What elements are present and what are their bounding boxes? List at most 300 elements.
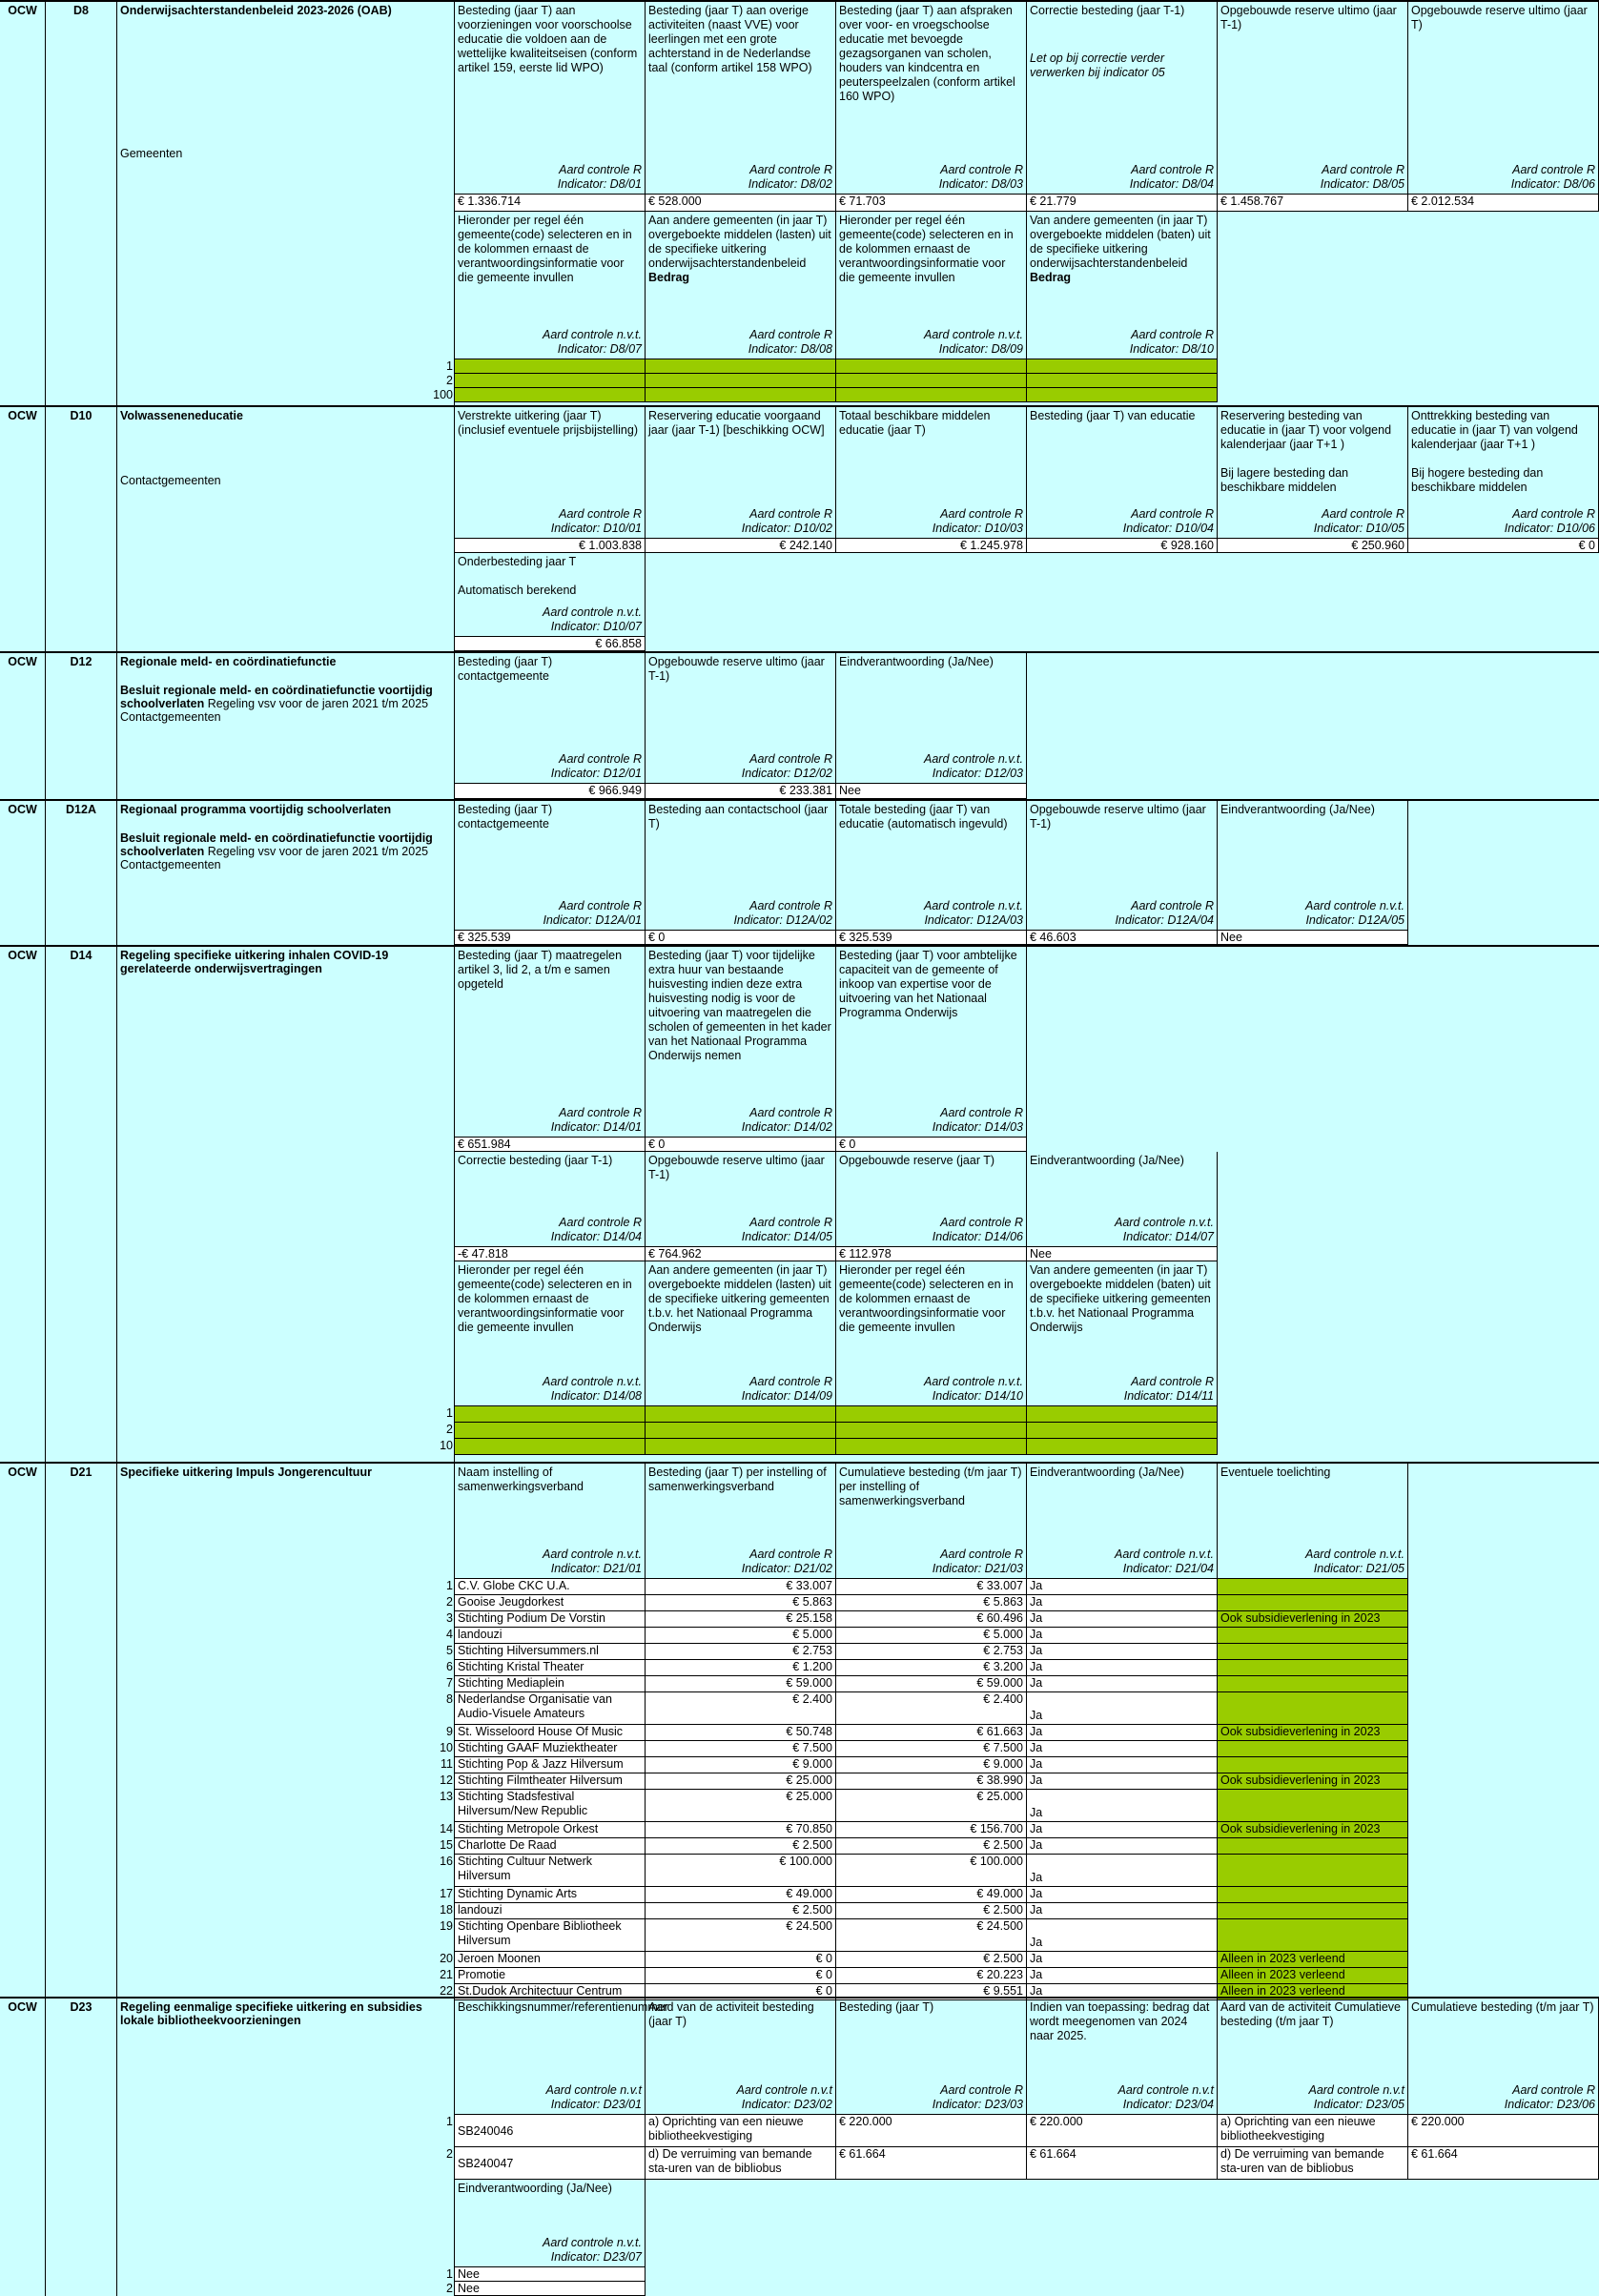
question-text: Aard van de activiteit besteding (jaar T): [648, 2000, 814, 2028]
input-cell-green[interactable]: [646, 359, 836, 374]
input-cell-green[interactable]: [646, 1423, 836, 1439]
final-accountability[interactable]: Ja: [1027, 1644, 1218, 1660]
row-number: 20: [440, 1952, 453, 1965]
question-cell-d12a-4: [1027, 801, 1218, 931]
final-accountability[interactable]: Nee: [455, 2282, 646, 2296]
control-type: Aard controle R: [749, 1106, 832, 1119]
explanation-cell[interactable]: [1218, 1757, 1408, 1773]
spending-cumulative[interactable]: € 60.496: [836, 1611, 1027, 1628]
question-spacer: [1220, 452, 1404, 466]
institution-name[interactable]: Stichting Kristal Theater: [455, 1660, 646, 1676]
control-type: Aard controle n.v.t.: [543, 1548, 642, 1561]
institution-name[interactable]: C.V. Globe CKC U.A.: [455, 1579, 646, 1595]
indicator-code: Indicator: D23/06: [1504, 2098, 1595, 2111]
institution-name[interactable]: Stichting Metropole Orkest: [455, 1822, 646, 1838]
carry-over-amount[interactable]: € 61.664: [1027, 2147, 1218, 2180]
final-accountability[interactable]: Ja: [1027, 1773, 1218, 1790]
indicator-code: Indicator: D14/03: [932, 1120, 1023, 1134]
spending-cumulative[interactable]: € 61.663: [836, 1725, 1027, 1741]
final-accountability[interactable]: Ja: [1027, 1952, 1218, 1968]
input-cell-green[interactable]: [455, 374, 646, 388]
input-cell-green[interactable]: [836, 374, 1027, 388]
row-number: 2: [446, 2147, 453, 2161]
question-text: Hieronder per regel één gemeente(code) selecteren en in de kolommen ernaast de verantwoordingsinformatie voor die gemeente invullen: [839, 1263, 1014, 1334]
carry-over-amount[interactable]: € 220.000: [1027, 2115, 1218, 2147]
question-cell-d14-8: [455, 1261, 646, 1406]
final-accountability[interactable]: Ja: [1027, 1855, 1218, 1887]
spending-cumulative[interactable]: € 38.990: [836, 1773, 1027, 1790]
control-footer: [545, 2083, 642, 2112]
spending-cumulative[interactable]: € 7.500: [836, 1741, 1027, 1757]
institution-name[interactable]: Stichting Mediaplein: [455, 1676, 646, 1692]
value-d14-4[interactable]: -€ 47.818: [455, 1247, 646, 1261]
spending-year[interactable]: € 24.500: [646, 1919, 836, 1952]
row-number: 9: [446, 1725, 453, 1738]
control-type: Aard controle R: [1131, 899, 1214, 912]
question-cell-d8-4: [1027, 2, 1218, 195]
section-d12a: [0, 799, 1599, 945]
explanation-cell[interactable]: Ook subsidieverlening in 2023: [1218, 1773, 1408, 1790]
control-type: Aard controle R: [1131, 1375, 1214, 1388]
input-cell-green[interactable]: [836, 1406, 1027, 1423]
control-type: Aard controle n.v.t.: [543, 328, 642, 341]
regulation-code: D8: [46, 2, 117, 405]
control-footer: [1117, 2083, 1214, 2112]
spending-year[interactable]: € 25.158: [646, 1611, 836, 1628]
question-cell-d14-10: [836, 1261, 1027, 1406]
row-number: 1: [446, 359, 453, 373]
final-accountability[interactable]: Ja: [1027, 1822, 1218, 1838]
regulation-audience: Contactgemeenten: [120, 710, 221, 724]
activity-type-cumulative[interactable]: a) Oprichting van een nieuwe bibliotheekvestiging: [1218, 2115, 1408, 2147]
control-footer: [1505, 2083, 1595, 2112]
input-cell-green[interactable]: [1027, 388, 1218, 402]
explanation-cell[interactable]: [1218, 1919, 1408, 1952]
question-cell-d12-1: [455, 653, 646, 784]
indicator-code: Indicator: D14/07: [1122, 1230, 1214, 1243]
input-cell-green[interactable]: [836, 359, 1027, 374]
question-text: Besteding aan contactschool (jaar T): [648, 803, 829, 830]
spending-year[interactable]: € 2.500: [646, 1903, 836, 1919]
control-type: Aard controle n.v.t.: [543, 605, 642, 619]
input-cell-green[interactable]: [836, 1439, 1027, 1455]
value-d8-1[interactable]: € 1.336.714: [455, 195, 646, 212]
question-subtext: Automatisch berekend: [458, 584, 577, 597]
final-accountability[interactable]: Ja: [1027, 1628, 1218, 1644]
control-footer: [924, 899, 1023, 928]
explanation-cell[interactable]: Alleen in 2023 verleend: [1218, 1968, 1408, 1984]
regulation-code: D12: [46, 653, 117, 799]
control-footer: [1305, 1548, 1404, 1576]
value-d10-4[interactable]: € 928.160: [1027, 539, 1218, 553]
control-footer: [1115, 1216, 1214, 1244]
final-accountability[interactable]: Ja: [1027, 1725, 1218, 1741]
question-cell-d23-2: [646, 1999, 836, 2115]
value-d14-2[interactable]: € 0: [646, 1138, 836, 1152]
regulation-audience: Contactgemeenten: [120, 858, 221, 871]
explanation-cell[interactable]: [1218, 1790, 1408, 1822]
input-cell-green[interactable]: [646, 1406, 836, 1423]
institution-name[interactable]: landouzi: [455, 1628, 646, 1644]
question-cell-d12a-3: [836, 801, 1027, 931]
question-text: Opgebouwde reserve ultimo (jaar T-1): [648, 655, 825, 683]
institution-name[interactable]: Gooise Jeugdorkest: [455, 1595, 646, 1611]
ministry-cell: OCW: [0, 1999, 46, 2296]
value-d10-5[interactable]: € 250.960: [1218, 539, 1408, 553]
spending-cumulative[interactable]: € 100.000: [836, 1855, 1027, 1887]
regulation-title-cell: [117, 947, 455, 1462]
spending-cumulative[interactable]: € 20.223: [836, 1968, 1027, 1984]
spending-year[interactable]: € 70.850: [646, 1822, 836, 1838]
explanation-cell[interactable]: [1218, 1855, 1408, 1887]
question-text: Besteding (jaar T) van educatie: [1030, 409, 1196, 422]
control-footer: [1130, 328, 1214, 357]
control-footer: [742, 1548, 832, 1576]
reference-number[interactable]: SB240047: [455, 2147, 646, 2180]
institution-name[interactable]: landouzi: [455, 1903, 646, 1919]
institution-name[interactable]: Stichting GAAF Muziektheater: [455, 1741, 646, 1757]
regulation-code: D21: [46, 1464, 117, 1997]
value-d14-3[interactable]: € 0: [836, 1138, 1027, 1152]
section-d14: [0, 945, 1599, 1462]
indicator-code: Indicator: D14/10: [932, 1389, 1023, 1403]
spending-cumulative[interactable]: € 3.200: [836, 1660, 1027, 1676]
explanation-cell[interactable]: [1218, 1741, 1408, 1757]
spending-year[interactable]: € 1.200: [646, 1660, 836, 1676]
control-type: Aard controle R: [940, 507, 1023, 521]
input-cell-green[interactable]: [836, 388, 1027, 402]
question-cell-d14-1: [455, 947, 646, 1138]
explanation-cell[interactable]: [1218, 1644, 1408, 1660]
control-footer: [1115, 1548, 1214, 1576]
spending-cumulative[interactable]: € 2.500: [836, 1952, 1027, 1968]
institution-name[interactable]: Promotie: [455, 1968, 646, 1984]
explanation-cell[interactable]: [1218, 1676, 1408, 1692]
explanation-cell[interactable]: [1218, 1692, 1408, 1725]
spending-year[interactable]: € 220.000: [836, 2115, 1027, 2147]
question-note: Let op bij correctie verder verwerken bij indicator 05: [1030, 51, 1165, 79]
explanation-cell[interactable]: [1218, 1628, 1408, 1644]
indicator-code: Indicator: D21/01: [550, 1562, 642, 1575]
indicator-code: Indicator: D8/08: [748, 342, 832, 356]
input-cell-green[interactable]: [1027, 1406, 1218, 1423]
value-d8-5[interactable]: € 1.458.767: [1218, 195, 1408, 212]
spending-year[interactable]: € 25.000: [646, 1790, 836, 1822]
explanation-cell[interactable]: Alleen in 2023 verleend: [1218, 1952, 1408, 1968]
value-d14-1[interactable]: € 651.984: [455, 1138, 646, 1152]
question-text: Eventuele toelichting: [1220, 1466, 1331, 1479]
regulation-code: D12A: [46, 801, 117, 945]
explanation-cell[interactable]: Ook subsidieverlening in 2023: [1218, 1725, 1408, 1741]
institution-name[interactable]: Stichting Dynamic Arts: [455, 1887, 646, 1903]
value-d12-2[interactable]: € 233.381: [646, 784, 836, 799]
institution-name[interactable]: Stichting Cultuur Netwerk Hilversum: [455, 1855, 646, 1887]
question-text: Verstrekte uitkering (jaar T) (inclusief eventuele prijsbijstelling): [458, 409, 638, 437]
value-d12-3[interactable]: Nee: [836, 784, 1027, 799]
control-footer: [1123, 507, 1214, 536]
ministry-cell: OCW: [0, 801, 46, 945]
value-d14-7[interactable]: Nee: [1027, 1247, 1218, 1261]
institution-name[interactable]: Charlotte De Raad: [455, 1838, 646, 1855]
spending-cumulative[interactable]: € 24.500: [836, 1919, 1027, 1952]
institution-name[interactable]: Jeroen Moonen: [455, 1952, 646, 1968]
value-d8-2[interactable]: € 528.000: [646, 195, 836, 212]
regulation-code: D23: [46, 1999, 117, 2296]
regulation-subtitle: Contactgemeenten: [120, 474, 221, 487]
explanation-cell[interactable]: [1218, 1579, 1408, 1595]
indicator-code: Indicator: D8/06: [1510, 177, 1595, 191]
indicator-code: Indicator: D14/05: [741, 1230, 832, 1243]
value-d14-6[interactable]: € 112.978: [836, 1247, 1027, 1261]
input-cell-green[interactable]: [646, 388, 836, 402]
input-cell-green[interactable]: [646, 1439, 836, 1455]
indicator-code: Indicator: D10/02: [741, 522, 832, 535]
indicator-code: Indicator: D8/05: [1320, 177, 1404, 191]
final-accountability[interactable]: Ja: [1027, 1903, 1218, 1919]
value-d12a-5[interactable]: Nee: [1218, 931, 1408, 945]
final-accountability[interactable]: Ja: [1027, 1757, 1218, 1773]
control-type: Aard controle n.v.t.: [543, 1375, 642, 1388]
question-cell-d21-3: [836, 1464, 1027, 1579]
final-accountability[interactable]: Ja: [1027, 1595, 1218, 1611]
control-type: Aard controle R: [749, 328, 832, 341]
control-footer: [742, 1106, 832, 1135]
explanation-cell[interactable]: Ook subsidieverlening in 2023: [1218, 1822, 1408, 1838]
question-cell-d21-4: [1027, 1464, 1218, 1579]
control-type: Aard controle R: [1322, 507, 1404, 521]
indicator-code: Indicator: D12A/03: [924, 913, 1023, 927]
final-accountability[interactable]: Ja: [1027, 1676, 1218, 1692]
value-d8-4[interactable]: € 21.779: [1027, 195, 1218, 212]
value-d10-2[interactable]: € 242.140: [646, 539, 836, 553]
spending-cumulative[interactable]: € 25.000: [836, 1790, 1027, 1822]
spending-cumulative[interactable]: € 2.400: [836, 1692, 1027, 1725]
explanation-cell[interactable]: [1218, 1838, 1408, 1855]
final-accountability[interactable]: Ja: [1027, 1790, 1218, 1822]
input-cell-green[interactable]: [1027, 374, 1218, 388]
spending-year[interactable]: € 0: [646, 1968, 836, 1984]
activity-type[interactable]: d) De verruiming van bemande sta-uren van de bibliobus: [646, 2147, 836, 2180]
institution-name[interactable]: Stichting Hilversummers.nl: [455, 1644, 646, 1660]
final-accountability[interactable]: Ja: [1027, 1741, 1218, 1757]
explanation-cell[interactable]: Alleen in 2023 verleend: [1218, 1984, 1408, 2000]
spending-year[interactable]: € 0: [646, 1952, 836, 1968]
explanation-cell[interactable]: Ook subsidieverlening in 2023: [1218, 1611, 1408, 1628]
spending-cumulative[interactable]: € 2.500: [836, 1903, 1027, 1919]
spending-year[interactable]: € 2.400: [646, 1692, 836, 1725]
question-text: Eindverantwoording (Ja/Nee): [1220, 803, 1375, 816]
question-cell-d23-4: [1027, 1999, 1218, 2115]
control-type: Aard controle R: [1512, 2083, 1595, 2097]
spending-year[interactable]: € 9.000: [646, 1757, 836, 1773]
institution-name[interactable]: St.Dudok Architectuur Centrum: [455, 1984, 646, 2000]
control-footer: [742, 507, 832, 536]
value-d12a-4[interactable]: € 46.603: [1027, 931, 1218, 945]
value-d8-6[interactable]: € 2.012.534: [1408, 195, 1599, 212]
final-accountability[interactable]: Ja: [1027, 1838, 1218, 1855]
control-type: Aard controle R: [1512, 163, 1595, 176]
control-type: Aard controle R: [749, 1216, 832, 1229]
final-accountability[interactable]: Ja: [1027, 1984, 1218, 2000]
control-footer: [1130, 163, 1214, 192]
final-accountability[interactable]: Ja: [1027, 1968, 1218, 1984]
spending-cumulative[interactable]: € 33.007: [836, 1579, 1027, 1595]
spending-cumulative[interactable]: € 5.863: [836, 1595, 1027, 1611]
institution-name[interactable]: Stichting Openbare Bibliotheek Hilversum: [455, 1919, 646, 1952]
spending-year[interactable]: € 61.664: [836, 2147, 1027, 2180]
input-cell-green[interactable]: [455, 359, 646, 374]
regulation-code: D10: [46, 407, 117, 651]
spending-year[interactable]: € 7.500: [646, 1741, 836, 1757]
input-cell-green[interactable]: [1027, 1423, 1218, 1439]
question-subtext: Bij lagere besteding dan beschikbare middelen: [1220, 466, 1349, 494]
indicator-code: Indicator: D23/03: [932, 2098, 1023, 2111]
explanation-cell[interactable]: [1218, 1903, 1408, 1919]
spending-year[interactable]: € 2.500: [646, 1838, 836, 1855]
regulation-code: D14: [46, 947, 117, 1462]
spending-cumulative[interactable]: € 220.000: [1408, 2115, 1599, 2147]
spending-cumulative[interactable]: € 61.664: [1408, 2147, 1599, 2180]
spending-year[interactable]: € 49.000: [646, 1887, 836, 1903]
control-type: Aard controle R: [559, 1106, 642, 1119]
final-accountability[interactable]: Ja: [1027, 1887, 1218, 1903]
row-number: 2: [446, 1595, 453, 1609]
spending-year[interactable]: € 25.000: [646, 1773, 836, 1790]
question-text: Opgebouwde reserve ultimo (jaar T-1): [1030, 803, 1206, 830]
value-d10-7[interactable]: € 66.858: [455, 637, 646, 651]
final-accountability[interactable]: Ja: [1027, 1611, 1218, 1628]
institution-name[interactable]: Stichting Podium De Vorstin: [455, 1611, 646, 1628]
spending-year[interactable]: € 0: [646, 1984, 836, 2000]
institution-name[interactable]: St. Wisseloord House Of Music: [455, 1725, 646, 1741]
question-cell-d10-4: [1027, 407, 1218, 539]
question-text: Opgebouwde reserve ultimo (jaar T): [1411, 4, 1588, 31]
indicator-code: Indicator: D10/01: [550, 522, 642, 535]
question-text: Aan andere gemeenten (in jaar T) overgeboekte middelen (lasten) uit de specifieke uitkering onderwijsachterstandenbeleid: [648, 214, 831, 270]
value-d12a-1[interactable]: € 325.539: [455, 931, 646, 945]
final-accountability[interactable]: Ja: [1027, 1692, 1218, 1725]
institution-name[interactable]: Nederlandse Organisatie van Audio-Visuele Amateurs: [455, 1692, 646, 1725]
indicator-code: Indicator: D8/01: [557, 177, 642, 191]
row-number: 2: [446, 1423, 453, 1436]
input-cell-green[interactable]: [1027, 359, 1218, 374]
control-footer: [933, 1106, 1023, 1135]
question-text: Besteding (jaar T) aan voorzieningen voor voorschoolse educatie die voldoen aan de wettelijke kwaliteitseisen (conform artikel 159, eerste lid WPO): [458, 4, 638, 74]
spending-year[interactable]: € 5.863: [646, 1595, 836, 1611]
final-accountability[interactable]: Ja: [1027, 1579, 1218, 1595]
spending-cumulative[interactable]: € 9.000: [836, 1757, 1027, 1773]
regulation-title-cell: [117, 801, 455, 945]
value-d10-3[interactable]: € 1.245.978: [836, 539, 1027, 553]
question-text: Hieronder per regel één gemeente(code) selecteren en in de kolommen ernaast de verantwoordingsinformatie voor die gemeente invullen: [458, 1263, 632, 1334]
spending-cumulative[interactable]: € 2.753: [836, 1644, 1027, 1660]
question-cell-d12a-2: [646, 801, 836, 931]
activity-type-cumulative[interactable]: d) De verruiming van bemande sta-uren van de bibliobus: [1218, 2147, 1408, 2180]
value-d10-6[interactable]: € 0: [1408, 539, 1599, 553]
indicator-code: Indicator: D12/03: [932, 767, 1023, 780]
regulation-subtitle-block: [120, 684, 449, 724]
regulation-subtitle: Gemeenten: [120, 147, 183, 160]
value-d12a-2[interactable]: € 0: [646, 931, 836, 945]
input-cell-green[interactable]: [455, 1423, 646, 1439]
question-cell-d10-2: [646, 407, 836, 539]
question-bold: Bedrag: [1030, 271, 1072, 284]
institution-name[interactable]: Stichting Filmtheater Hilversum: [455, 1773, 646, 1790]
spending-year[interactable]: € 59.000: [646, 1676, 836, 1692]
control-type: Aard controle R: [559, 752, 642, 766]
control-type: Aard controle n.v.t.: [924, 328, 1023, 341]
value-d10-1[interactable]: € 1.003.838: [455, 539, 646, 553]
final-accountability[interactable]: Ja: [1027, 1919, 1218, 1952]
spending-cumulative[interactable]: € 49.000: [836, 1887, 1027, 1903]
input-cell-green[interactable]: [1027, 1439, 1218, 1455]
question-cell-d12a-1: [455, 801, 646, 931]
spending-cumulative[interactable]: € 59.000: [836, 1676, 1027, 1692]
control-type: Aard controle n.v.t.: [543, 2236, 642, 2249]
explanation-cell[interactable]: [1218, 1887, 1408, 1903]
question-text: Beschikkingsnummer/referentienummer: [458, 2000, 668, 2014]
question-cell-d8-7: [455, 212, 646, 359]
spending-year[interactable]: € 5.000: [646, 1628, 836, 1644]
control-footer: [1124, 1375, 1214, 1404]
question-text: Besteding (jaar T) contactgemeente: [458, 803, 553, 830]
question-text: Naam instelling of samenwerkingsverband: [458, 1466, 584, 1493]
value-d8-3[interactable]: € 71.703: [836, 195, 1027, 212]
control-footer: [924, 752, 1023, 781]
question-cell-d14-7: [1027, 1152, 1218, 1247]
value-d12a-3[interactable]: € 325.539: [836, 931, 1027, 945]
explanation-cell[interactable]: [1218, 1660, 1408, 1676]
spending-year[interactable]: € 100.000: [646, 1855, 836, 1887]
institution-name[interactable]: Stichting Stadsfestival Hilversum/New Republic: [455, 1790, 646, 1822]
activity-type[interactable]: a) Oprichting van een nieuwe bibliotheekvestiging: [646, 2115, 836, 2147]
row-number: 2: [446, 2282, 453, 2295]
spending-year[interactable]: € 2.753: [646, 1644, 836, 1660]
input-cell-green[interactable]: [455, 1406, 646, 1423]
question-cell-d12-3: [836, 653, 1027, 784]
input-cell-green[interactable]: [455, 1439, 646, 1455]
input-cell-green[interactable]: [455, 388, 646, 402]
final-accountability[interactable]: Nee: [455, 2267, 646, 2282]
explanation-cell[interactable]: [1218, 1595, 1408, 1611]
row-number: 2: [446, 374, 453, 387]
control-footer: [924, 328, 1023, 357]
control-footer: [543, 2236, 642, 2265]
reference-number[interactable]: SB240046: [455, 2115, 646, 2147]
control-footer: [543, 605, 642, 634]
spending-cumulative[interactable]: € 5.000: [836, 1628, 1027, 1644]
spending-cumulative[interactable]: € 9.551: [836, 1984, 1027, 2000]
question-text: Onderbesteding jaar T: [458, 555, 577, 568]
section-d12: [0, 651, 1599, 799]
ministry-cell: OCW: [0, 1464, 46, 1997]
spending-cumulative[interactable]: € 156.700: [836, 1822, 1027, 1838]
final-accountability[interactable]: Ja: [1027, 1660, 1218, 1676]
question-cell-d14-3: [836, 947, 1027, 1138]
value-d12-1[interactable]: € 966.949: [455, 784, 646, 799]
input-cell-green[interactable]: [646, 374, 836, 388]
control-type: Aard controle R: [940, 1548, 1023, 1561]
spending-year[interactable]: € 33.007: [646, 1579, 836, 1595]
institution-name[interactable]: Stichting Pop & Jazz Hilversum: [455, 1757, 646, 1773]
spending-cumulative[interactable]: € 2.500: [836, 1838, 1027, 1855]
question-cell-d14-2: [646, 947, 836, 1138]
spending-year[interactable]: € 50.748: [646, 1725, 836, 1741]
control-type: Aard controle n.v.t.: [924, 899, 1023, 912]
input-cell-green[interactable]: [836, 1423, 1027, 1439]
value-d14-5[interactable]: € 764.962: [646, 1247, 836, 1261]
control-type: Aard controle R: [1322, 163, 1404, 176]
